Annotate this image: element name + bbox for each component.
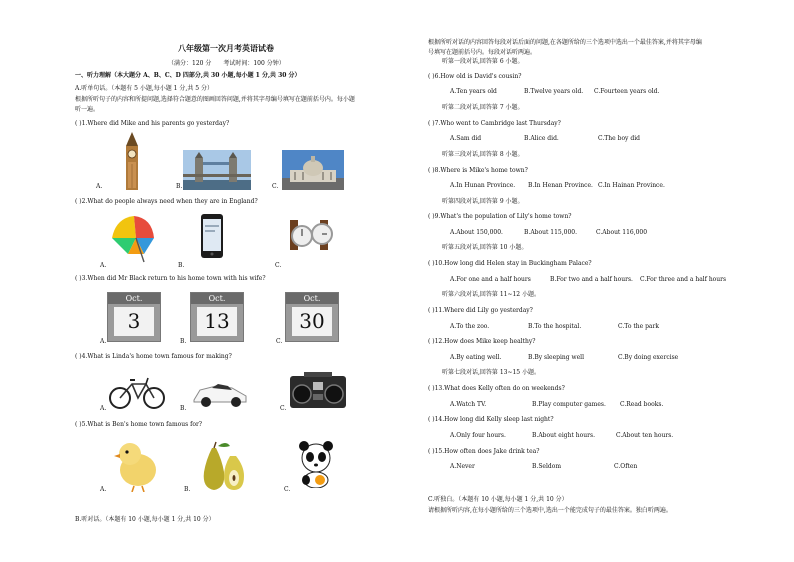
calendar-oct-3-image — [107, 292, 161, 342]
dialogue-intro: 听第二段对话,回答第 7 小题。 — [442, 104, 524, 111]
option-b: B.About eight hours. — [532, 432, 595, 439]
calendar-day: 3 — [114, 307, 154, 336]
option-c-label: C. — [276, 338, 283, 345]
option-a-label: A. — [100, 338, 107, 345]
panda-image — [296, 440, 336, 488]
option-a-label: A. — [100, 262, 107, 269]
question-11: ( )11.Where did Lily go yesterday? — [428, 307, 533, 314]
option-c: C.Fourteen years old. — [594, 88, 660, 95]
option-b-label: B. — [180, 405, 187, 412]
option-c: C.By doing exercise — [618, 354, 679, 361]
option-a: A.Watch TV. — [450, 401, 487, 408]
tower-bridge-image — [183, 150, 251, 190]
exam-subtitle: （满分：120 分 考试时间：100 分钟） — [168, 60, 285, 67]
question-13: ( )13.What does Kelly often do on weekends? — [428, 385, 565, 392]
question-10: ( )10.How long did Helen stay in Buckingham Palace? — [428, 260, 592, 267]
option-a: A.About 150,000. — [450, 229, 503, 236]
question-4: ( )4.What is Linda's home town famous for making? — [75, 353, 232, 360]
dialogue-intro: 听第七段对话,回答第 13~15 小题。 — [442, 369, 541, 376]
option-b: B.About 115,000. — [524, 229, 578, 236]
dialogue-intro: 听第五段对话,回答第 10 小题。 — [442, 244, 528, 251]
part-a-heading: A.听单句话。（本题有 5 小题,每小题 1 分,共 5 分） — [75, 85, 213, 92]
option-a: A.In Hunan Province. — [450, 182, 516, 189]
section-heading-listening: 一、听力理解（本大题分 A、B、C、D 四部分,共 30 小题,每小题 1 分,共 30 分） — [75, 72, 301, 79]
exam-title: 八年级第一次月考英语试卷 — [178, 43, 274, 53]
question-14: ( )14.How long did Kelly sleep last night? — [428, 416, 554, 423]
question-2: ( )2.What do people always need when they are in England? — [75, 198, 258, 205]
part-c-instruction: 请根据所听内容,在每小题所给的三个选项中,选出一个能完成句子的最佳答案。独白听两遍。 — [428, 507, 672, 514]
part-b-heading: B.听对话。（本题有 10 小题,每小题 1 分,共 10 分） — [75, 516, 215, 523]
option-c-label: C. — [284, 486, 291, 493]
radio-cassette-player-image — [288, 372, 348, 410]
calendar-day: 13 — [197, 307, 237, 336]
option-b: B.Alice did. — [524, 135, 559, 142]
calendar-oct-30-image — [285, 292, 339, 342]
option-a: A.Never — [450, 463, 475, 470]
option-a-label: A. — [100, 486, 107, 493]
dialogue-intro: 听第一段对话,回答第 6 小题。 — [442, 58, 524, 65]
chick-image — [110, 438, 162, 492]
option-b: B.To the hospital. — [528, 323, 582, 330]
option-a: A.Only four hours. — [450, 432, 506, 439]
option-b-label: B. — [176, 183, 183, 190]
part-a-instruction-2: 听一遍。 — [75, 106, 100, 113]
option-c: C.Often — [614, 463, 638, 470]
option-b: B.Seldom — [532, 463, 562, 470]
option-b: B.By sleeping well — [528, 354, 585, 361]
pears-image — [196, 440, 248, 492]
st-pauls-cathedral-image — [282, 150, 344, 190]
calendar-oct-13-image — [190, 292, 244, 342]
dialogue-intro: 听第四段对话,回答第 9 小题。 — [442, 198, 524, 205]
question-15: ( )15.How often does Jake drink tea? — [428, 448, 540, 455]
question-7: ( )7.Who went to Cambridge last Thursday? — [428, 120, 561, 127]
option-c: C.Read books. — [620, 401, 664, 408]
calendar-day: 30 — [292, 307, 332, 336]
sports-car-image — [190, 378, 250, 408]
option-a-label: A. — [100, 405, 107, 412]
option-a: A.By eating well. — [450, 354, 502, 361]
question-6: ( )6.How old is David's cousin? — [428, 73, 522, 80]
smartphone-image — [200, 213, 224, 259]
calendar-month: Oct. — [286, 293, 338, 304]
question-3: ( )3.When did Mr Black return to his home town with his wife? — [75, 275, 266, 282]
dialogue-intro: 听第三段对话,回答第 8 小题。 — [442, 151, 524, 158]
part-b-instruction: 根据所听对话的内容回答每段对话后面的问题,在各题所给的三个选项中选出一个最佳答案,并将其字母编 — [428, 39, 702, 46]
big-ben-image — [118, 132, 146, 190]
option-b: B.In Henan Province. — [528, 182, 593, 189]
option-b: B.Play computer games. — [532, 401, 606, 408]
umbrella-image — [108, 212, 158, 264]
wristwatch-image — [284, 216, 338, 254]
option-c: C.About 116,000 — [596, 229, 648, 236]
option-c-label: C. — [272, 183, 279, 190]
calendar-month: Oct. — [108, 293, 160, 304]
option-c-label: C. — [275, 262, 282, 269]
option-a-label: A. — [96, 183, 103, 190]
question-8: ( )8.Where is Mike's home town? — [428, 167, 528, 174]
part-c-heading: C.听独白。（本题有 10 小题,每小题 1 分,共 10 分） — [428, 496, 568, 503]
question-5: ( )5.What is Ben's home town famous for? — [75, 421, 203, 428]
option-c: C.To the park — [618, 323, 659, 330]
option-a: A.For one and a half hours — [450, 276, 531, 283]
option-b-label: B. — [180, 338, 187, 345]
option-c: C.For three and a half hours — [640, 276, 727, 283]
calendar-month: Oct. — [191, 293, 243, 304]
part-b-instruction-2: 号填写在题前括号内。每段对话听两遍。 — [428, 49, 537, 56]
option-c: C.In Hainan Province. — [598, 182, 665, 189]
option-b-label: B. — [184, 486, 191, 493]
option-a: A.To the zoo. — [450, 323, 490, 330]
option-a: A.Ten years old — [450, 88, 497, 95]
option-b: B.For two and a half hours. — [550, 276, 633, 283]
option-c: C.The boy did — [598, 135, 640, 142]
option-c-label: C. — [280, 405, 287, 412]
option-c: C.About ten hours. — [616, 432, 674, 439]
dialogue-intro: 听第六段对话,回答第 11~12 小题。 — [442, 291, 541, 298]
question-12: ( )12.How does Mike keep healthy? — [428, 338, 536, 345]
option-b: B.Twelve years old. — [524, 88, 584, 95]
option-a: A.Sam did — [450, 135, 482, 142]
option-b-label: B. — [178, 262, 185, 269]
part-a-instruction: 根据所听句子的内容和所提问题,选择符合题意的图画回答问题,并将其字母编号填写在题前括号内。每小题 — [75, 96, 355, 103]
question-1: ( )1.Where did Mike and his parents go yesterday? — [75, 120, 230, 127]
question-9: ( )9.What's the population of Lily's home town? — [428, 213, 572, 220]
bicycle-image — [108, 372, 166, 412]
